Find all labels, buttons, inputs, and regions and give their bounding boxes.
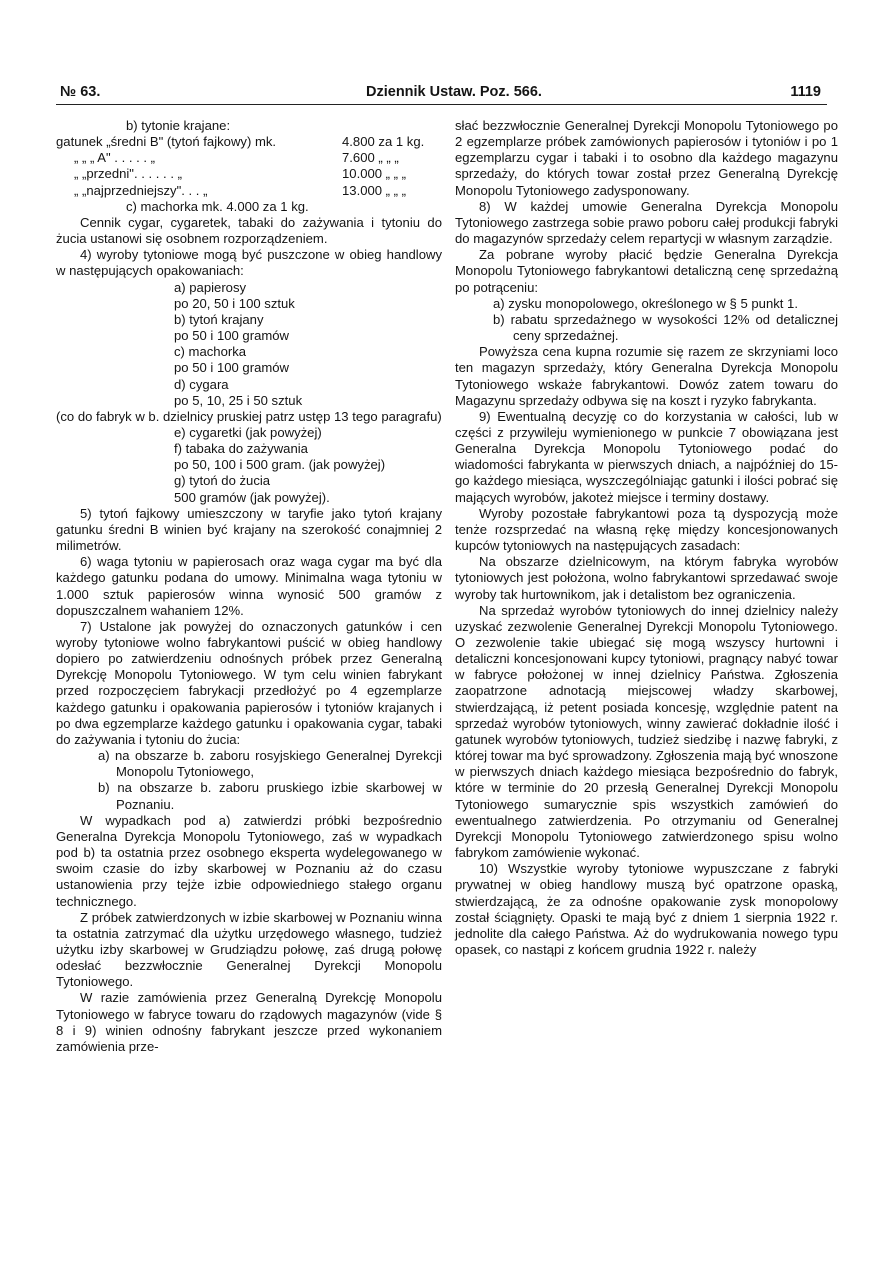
price-table	[56, 134, 442, 199]
paragraph: słać bezzwłocznie Generalnej Dyrekcji Monopolu Tytoniowego po 2 egzemplarze próbek zamówionych papierosów i tytoniów i po 1 egzemplarzu cygar i tabaki i to osobno dla każdego magazynu sprzedaży, do których towar został przez Generalną Dyrekcję Monopolu Tytoniowego zadysponowany.	[455, 118, 838, 198]
paragraph-10: 10) Wszystkie wyroby tytoniowe wypuszczane z fabryki prywatnej w obieg handlowy muszą być opatrzone opaską, stwierdzającą, że za odnośne opakowanie zysk monopolowy został ściągnięty. Opaski te mają być z dniem 1 sierpnia 1922 r. jednolite dla całego Państwa. Aż do wydrukowania nowego typu opasek, co nastąpi z końcem grudnia 1922 r. należy	[455, 861, 838, 957]
price-row	[56, 166, 442, 182]
price-label: „ „najprzedniejszy". . . „	[74, 182, 208, 198]
paragraph: W wypadkach pod a) zatwierdzi próbki bezpośrednio Generalna Dyrekcja Monopolu Tytoniowego, zaś w wypadkach pod b) ta ostatnia przez osobnego eksperta wydelegowanego w swoim czasie do izby skarbowej w Poznaniu aż do czasu ustanowienia przy tejże izbie odpowiedniego stałego organu technicznego.	[56, 812, 442, 909]
paragraph: Wyroby pozostałe fabrykantowi poza tą dyspozycją może tenże rozsprzedać na własną rękę między koncesjonowanych kupców tytoniowych na następujących zasadach:	[455, 505, 838, 554]
list-item: a) papierosy	[174, 279, 247, 295]
page-number: 1119	[790, 84, 821, 100]
list-item: d) cygara	[174, 376, 229, 392]
price-row	[56, 134, 442, 150]
paragraph-8: 8) W każdej umowie Generalna Dyrekcja Monopolu Tytoniowego zastrzega sobie prawo poboru całej produkcji fabryki do magazynów sprzedaży celem repartycji w własnym zarządzie.	[455, 198, 838, 247]
list-item: e) cygaretki (jak powyżej)	[174, 424, 322, 440]
right-column	[455, 118, 838, 958]
paragraph: Z próbek zatwierdzonych w izbie skarbowej w Poznaniu winna ta ostatnia zatrzymać dla użytku urzędowego własnego, tudzież użytku izby skarbowej w Grudziądzu połowę, zaś drugą połowę odesłać bezzwłocznie Generalnej Dyrekcji Monopolu Tytoniowego.	[56, 909, 442, 990]
price-label: gatunek „średni B" (tytoń fajkowy) mk.	[56, 134, 277, 150]
list-detail: po 50 i 100 gramów	[174, 328, 290, 344]
paragraph-7: 7) Ustalone jak powyżej do oznaczonych gatunków i cen wyroby tytoniowe wolno fabrykantowi puścić w obieg handlowy dopiero po zatwierdzeniu odnośnych próbek przez Generalną Dyrekcję Monopolu Tytoniowego. W tym celu winien fabrykant przed rozpoczęciem fabrykacji przedłożyć po 4 egzemplarze każdego gatunku i opakowania papierosów i tytoniów krajanych i po dwa egzemplarze każdego gatunku i opakowania cygar, tabaki do zażywania i tytoniu do żucia:	[56, 618, 442, 747]
subitem-b-tytonie: b) tytonie krajane:	[126, 118, 231, 133]
left-column	[56, 118, 442, 1055]
paragraph: Za pobrane wyroby płacić będzie Generalna Dyrekcja Monopolu Tytoniowego fabrykantowi detaliczną cenę sprzedażną po potrąceniu:	[455, 247, 838, 295]
list-item-a: a) na obszarze b. zaboru rosyjskiego Generalnej Dyrekcji Monopolu Tytoniowego,	[98, 748, 442, 780]
price-value: 4.800 za 1 kg.	[342, 134, 425, 150]
header-rule	[56, 104, 827, 105]
price-value: 10.000 „ „ „	[342, 166, 407, 182]
list-detail: po 50 i 100 gramów	[174, 360, 290, 376]
list-item: b) tytoń krajany	[174, 311, 264, 327]
journal-title: Dziennik Ustaw. Poz. 566.	[366, 84, 542, 100]
note: (co do fabryk w b. dzielnicy pruskiej patrz ustęp 13 tego paragrafu)	[56, 408, 442, 424]
list-item-b: b) na obszarze b. zaboru pruskiego izbie skarbowej w Poznaniu.	[98, 780, 442, 812]
list-detail: po 5, 10, 25 i 50 sztuk	[174, 392, 303, 408]
paragraph-4: 4) wyroby tytoniowe mogą być puszczone w obieg handlowy w następujących opakowaniach:	[56, 247, 442, 279]
list-item-a: a) zysku monopolowego, określonego w § 5 punkt 1.	[493, 295, 798, 311]
issue-number: № 63.	[60, 84, 101, 100]
price-label: „ „ „ A" . . . . . „	[74, 150, 156, 166]
price-row	[56, 150, 442, 166]
paragraph-9: 9) Ewentualną decyzję co do korzystania w całości, lub w części z przywileju wymienionego w punkcie 7 obowiązana jest Generalna Dyrekcja Monopolu Tytoniowego podać do wiadomości fabrykanta w pierwszych dniach, a najpóźniej do 15-go każdego miesiąca, wyszczególniając gatunki i ilości pobrać się mających wyrobów, jakoteż miejsce i terminy dostawy.	[455, 408, 838, 505]
price-value: 13.000 „ „ „	[342, 182, 407, 198]
list-item: g) tytoń do żucia	[174, 473, 271, 489]
list-detail: 500 gramów (jak powyżej).	[174, 489, 330, 505]
price-value: 7.600 „ „ „	[342, 150, 399, 166]
paragraph: Na sprzedaż wyrobów tytoniowych do innej dzielnicy należy uzyskać zezwolenie Generalnej Dyrekcji Monopolu Tytoniowego. O zezwolenie takie ubiegać się mogą wszyscy hurtowni i detaliczni koncesjonowani kupcy tytoniowi, pragnący nabyć towar w fabryce położonej w innej dzielnicy Państwa. Zgłoszenia zaopatrzone adnotacją miejscowej władzy skarbowej, stwierdzającą, iż petent posiada koncesję, względnie patent na sprzedaż wyrobów tytoniowych, winny zawierać dokładnie ilość i gatunek wyrobów tytoniowych, tudzież siedzibę i nazwę fabryki, z której towar ma być sprowadzony. Zgłoszenia mają być wnoszone w pierwszych dniach każdego miesiąca bezpośrednio do fabryk, które w terminie do 20 przesłą Generalnej Dyrekcji Monopolu Tytoniowego sumarycznie spis wszystkich zamówień do ewentualnego zatwierdzenia. Po otrzymaniu od Generalnej Dyrekcji Monopolu Tytoniowego zatwierdzonego spisu wolno fabrykom zamówienie wykonać.	[455, 602, 838, 861]
price-label: „ „przedni". . . . . . „	[74, 166, 182, 182]
price-row	[56, 183, 442, 199]
list-item-b: b) rabatu sprzedażnego w wysokości 12% od detalicznej ceny sprzedażnej.	[493, 311, 838, 344]
paragraph-6: 6) waga tytoniu w papierosach oraz waga cygar ma być dla każdego gatunku podana do umowy. Minimalna waga tytoniu w 1.000 sztuk papierosów winna wynosić 500 gramów z dopuszczalnem wahaniem 12%.	[56, 554, 442, 618]
list-item: f) tabaka do zażywania	[174, 441, 308, 457]
paragraph: W razie zamówienia przez Generalną Dyrekcję Monopolu Tytoniowego w fabryce towaru do rządowych magazynów (vide § 8 i 9) winien odnośny fabrykant jeszcze przed wykonaniem zamówienia prze-	[56, 990, 442, 1054]
paragraph: Powyższa cena kupna rozumie się razem ze skrzyniami loco ten magazyn sprzedaży, który Generalna Dyrekcja Monopolu Tytoniowego wskaże fabrykantowi. Dowóz zatem towaru do Magazynu sprzedaży odbywa się na koszt i ryzyko fabrykanta.	[455, 344, 838, 408]
paragraph: Na obszarze dzielnicowym, na którym fabryka wyrobów tytoniowych jest położona, wolno fabrykantowi sprzedawać swoje wyroby tak hurtownikom, jak i detalistom bez ograniczenia.	[455, 554, 838, 602]
list-item: c) machorka	[174, 344, 247, 360]
list-detail: po 50, 100 i 500 gram. (jak powyżej)	[174, 457, 386, 473]
paragraph-5: 5) tytoń fajkowy umieszczony w taryfie jako tytoń krajany gatunku średni B winien być krajany na szerokość conajmniej 2 milimetrów.	[56, 505, 442, 554]
paragraph: Cennik cygar, cygaretek, tabaki do zażywania i tytoniu do żucia ustanowi się osobnem rozporządzeniem.	[56, 214, 442, 247]
list-detail: po 20, 50 i 100 sztuk	[174, 295, 295, 311]
subitem-c-machorka: c) machorka mk. 4.000 za 1 kg.	[126, 198, 309, 214]
